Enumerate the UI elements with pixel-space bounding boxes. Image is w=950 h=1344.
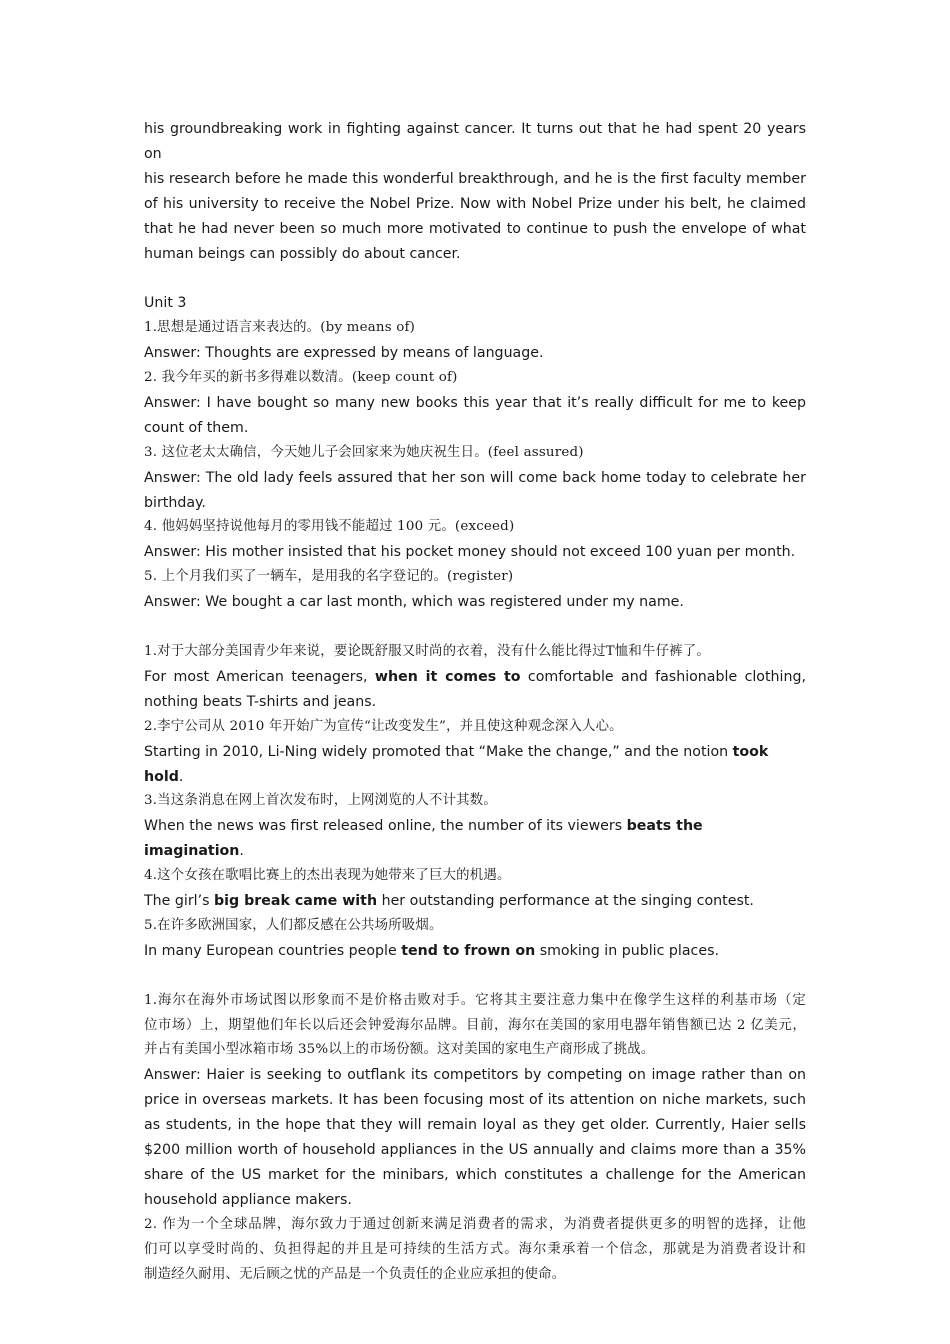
question-1: 1.思想是通过语言来表达的。(by means of): [144, 320, 416, 336]
translation-question-2-line: 们可以享受时尚的、负担得起的并且是可持续的生活方式。海尔秉承着一个信念，那就是为消费者设计和: [144, 1241, 806, 1257]
answer-3-line: Answer: The old lady feels assured that her son will come back home today to celebrate her: [144, 469, 806, 486]
document-page: [144, 117, 806, 1288]
question-5: 5. 上个月我们买了一辆车，是用我的名字登记的。(register): [144, 569, 514, 585]
translation-question-2-line: 2. 作为一个全球品牌，海尔致力于通过创新来满足消费者的需求，为消费者提供更多的明智的选择，让他: [144, 1216, 806, 1232]
answer-text: .: [239, 843, 244, 860]
translation-answer-1-line: Answer: Haier is seeking to outflank its competitors by competing on image rather than on: [144, 1067, 806, 1084]
answer-text: smoking in public places.: [535, 942, 719, 959]
intro-line: that he had never been so much more motivated to continue to push the envelope of what: [144, 220, 806, 237]
question-3: 3. 这位老太太确信，今天她儿子会回家来为她庆祝生日。(feel assured): [144, 444, 584, 460]
phrase-answer-5: [144, 939, 806, 964]
answer-5: Answer: We bought a car last month, which was registered under my name.: [144, 594, 684, 611]
translation-question-2-line: 制造经久耐用、无后顾之忧的产品是一个负责任的企业应承担的使命。: [144, 1266, 566, 1282]
translation-question-1-line: 位市场）上，期望他们年长以后还会钟爱海尔品牌。目前，海尔在美国的家用电器年销售额已达 2 亿美元，: [144, 1017, 806, 1033]
translation-answer-1-line: $200 million worth of household appliances in the US annually and claims more than a 35%: [144, 1142, 806, 1159]
unit-heading: Unit 3: [144, 295, 187, 312]
phrase-answer-1-line: nothing beats T-shirts and jeans.: [144, 693, 377, 710]
intro-line: his research before he made this wonderful breakthrough, and he is the first faculty member: [144, 170, 806, 187]
phrase-answer-3: [144, 814, 806, 864]
answer-text: When the news was first released online, the number of its viewers: [144, 818, 627, 835]
answer-4: Answer: His mother insisted that his pocket money should not exceed 100 yuan per month.: [144, 544, 796, 561]
key-phrase: beats the imagination: [144, 818, 703, 860]
spacer: [144, 964, 806, 989]
key-phrase: tend to frown on: [401, 942, 536, 959]
phrase-question-2: 2.李宁公司从 2010 年开始广为宣传“让改变发生”，并且使这种观念深入人心。: [144, 718, 623, 734]
translation-answer-1-line: household appliance makers.: [144, 1191, 352, 1208]
question-2: 2. 我今年买的新书多得难以数清。(keep count of): [144, 370, 458, 386]
intro-line: human beings can possibly do about cancer.: [144, 245, 461, 262]
intro-line: his groundbreaking work in fighting against cancer. It turns out that he had spent 20 years on: [144, 121, 806, 162]
key-phrase: big break came with: [214, 893, 378, 910]
phrase-answer-2: [144, 740, 806, 790]
spacer: [144, 266, 806, 291]
phrase-question-1: 1.对于大部分美国青少年来说，要论既舒服又时尚的衣着，没有什么能比得过T恤和牛仔裤了。: [144, 644, 710, 659]
phrase-question-5: 5.在许多欧洲国家，人们都反感在公共场所吸烟。: [144, 917, 443, 933]
translation-answer-1-line: share of the US market for the minibars, which constitutes a challenge for the American: [144, 1167, 806, 1184]
phrase-question-4: 4.这个女孩在歌唱比赛上的杰出表现为她带来了巨大的机遇。: [144, 868, 511, 884]
answer-text: For most American teenagers,: [144, 668, 375, 685]
answer-text: The girl’s: [144, 893, 215, 910]
phrase-answer-4: [144, 889, 806, 914]
answer-text: .: [178, 768, 184, 785]
phrase-answer-1: [144, 665, 806, 690]
answer-text: Starting in 2010, Li-Ning widely promoted that “Make the change,” and the notion: [144, 743, 733, 760]
answer-2-line: Answer: I have bought so many new books this year that it’s really difficult for me to keep: [144, 394, 806, 411]
intro-line: of his university to receive the Nobel Prize. Now with Nobel Prize under his belt, he claimed: [144, 195, 806, 212]
translation-answer-1-line: as students, in the hope that they will remain loyal as they get older. Currently, Haier sells: [144, 1117, 806, 1134]
key-phrase: took hold: [144, 743, 769, 785]
translation-question-1-line: 1.海尔在海外市场试图以形象而不是价格击败对手。它将其主要注意力集中在像学生这样的利基市场（定: [144, 992, 806, 1008]
answer-text: In many European countries people: [144, 942, 402, 959]
question-4: 4. 他妈妈坚持说他每月的零用钱不能超过 100 元。(exceed): [144, 519, 515, 535]
answer-text: her outstanding performance at the singing contest.: [377, 893, 754, 910]
key-phrase: when it comes to: [374, 668, 521, 685]
answer-text: comfortable and fashionable clothing,: [520, 668, 806, 685]
phrase-question-3: 3.当这条消息在网上首次发布时，上网浏览的人不计其数。: [144, 793, 497, 809]
translation-answer-1-line: price in overseas markets. It has been focusing most of its attention on niche markets, such: [144, 1092, 806, 1109]
answer-3-line: birthday.: [144, 494, 206, 511]
answer-2-line: count of them.: [144, 419, 249, 436]
answer-1: Answer: Thoughts are expressed by means of language.: [144, 345, 544, 362]
spacer: [144, 615, 806, 640]
translation-question-1-line: 并占有美国小型冰箱市场 35%以上的市场份额。这对美国的家电生产商形成了挑战。: [144, 1042, 655, 1058]
